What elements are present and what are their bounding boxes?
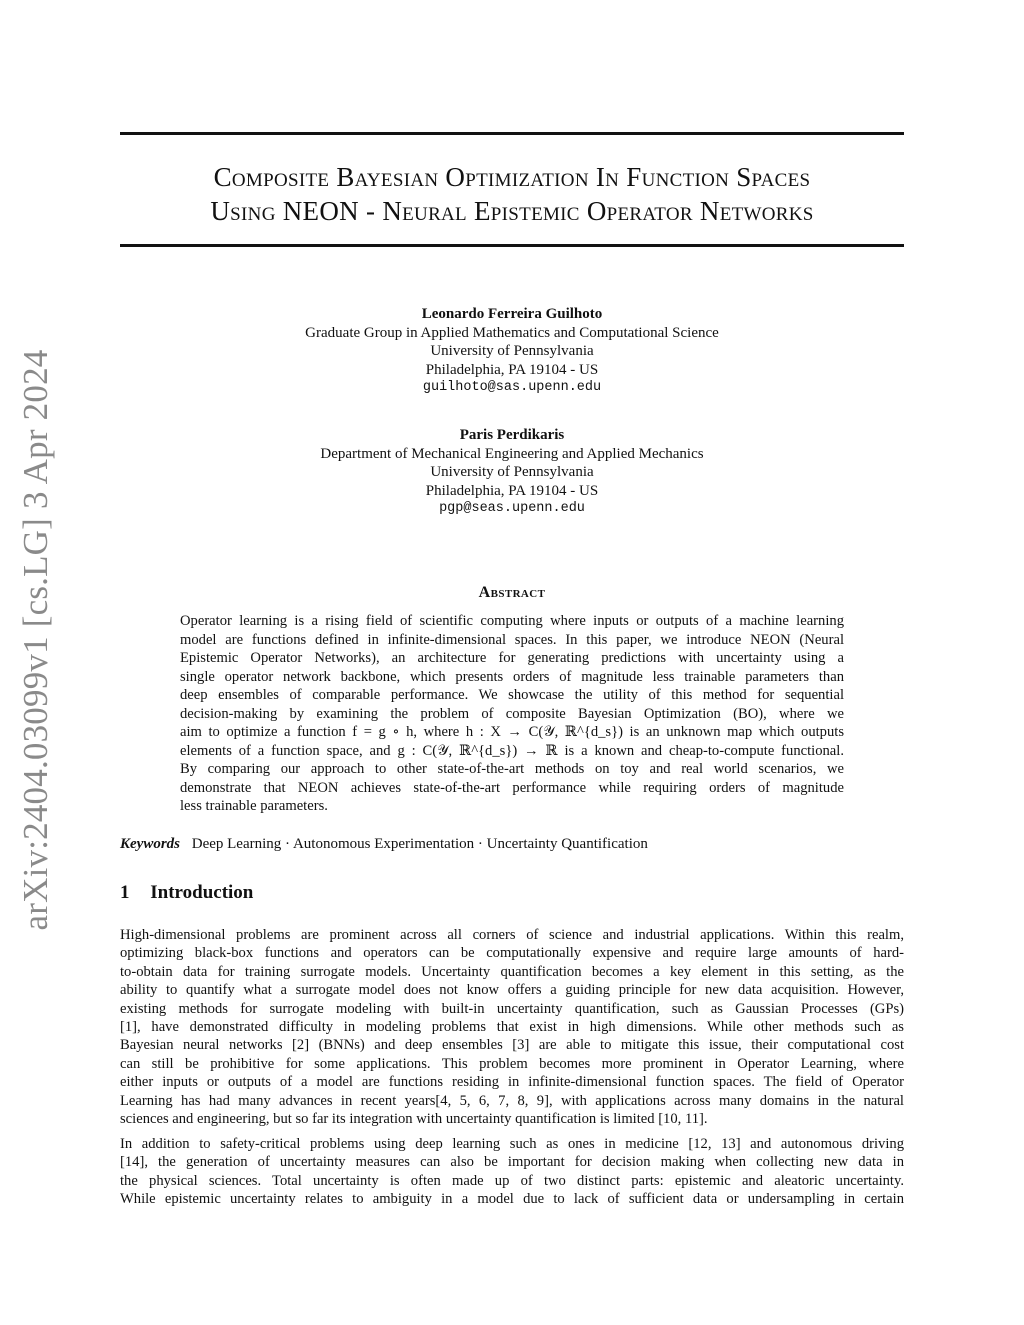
para-line: the physical sciences. Total uncertainty is often made up of two distinct parts: epistemic and aleatoric uncertainty. bbox=[120, 1172, 904, 1189]
abstract-line: decision-making by examining the problem of composite Bayesian Optimization (BO), where we bbox=[180, 705, 844, 722]
author-university: University of Pennsylvania bbox=[430, 464, 594, 480]
author-email[interactable]: pgp@seas.upenn.edu bbox=[439, 501, 585, 516]
para-line: ability to quantify what a surrogate model does not know offers a guiding principle for new data acquisition. However, bbox=[120, 982, 904, 999]
arxiv-side-stamp: arXiv:2404.03099v1 [cs.LG] 3 Apr 2024 bbox=[16, 349, 55, 931]
author-affiliation: Graduate Group in Applied Mathematics and Computational Science bbox=[305, 324, 719, 341]
intro-paragraph-2 bbox=[120, 1135, 904, 1209]
abstract-line: Operator learning is a rising field of scientific computing where inputs or outputs of a machine learning bbox=[180, 613, 844, 629]
abstract-line: model are functions defined in infinite-dimensional spaces. In this paper, we introduce NEON (Neural bbox=[180, 631, 844, 648]
abstract-body bbox=[180, 612, 844, 816]
abstract-heading: Abstract bbox=[478, 584, 546, 601]
title-rule-bottom bbox=[120, 244, 904, 247]
intro-paragraph-1 bbox=[120, 926, 904, 1128]
section-heading bbox=[120, 882, 253, 904]
abstract-line: less trainable parameters. bbox=[180, 798, 328, 814]
abstract-line: Epistemic Operator Networks), an architecture for generating predictions with uncertainty using a bbox=[180, 650, 844, 666]
author-university: University of Pennsylvania bbox=[430, 343, 594, 359]
author-name: Leonardo Ferreira Guilhoto bbox=[421, 306, 603, 322]
para-line: either inputs or outputs of a model are functions residing in infinite-dimensional function spaces. The field of Operator bbox=[120, 1074, 904, 1091]
para-line: In addition to safety-critical problems using deep learning such as ones in medicine [12, 13] and autonomous driving bbox=[120, 1136, 904, 1152]
section-title: Introduction bbox=[150, 882, 254, 903]
section-number: 1 bbox=[120, 882, 130, 903]
abstract-line: By comparing our approach to other state-of-the-art methods on toy and real world scenarios, we bbox=[180, 761, 844, 777]
para-line: Bayesian neural networks [2] (BNNs) and deep ensembles [3] are able to mitigate this issue, their computational cost bbox=[120, 1037, 904, 1054]
abstract-line: demonstrate that NEON achieves state-of-the-art performance while requiring orders of magnitude bbox=[180, 779, 844, 796]
para-line: Learning has had many advances in recent years[4, 5, 6, 7, 8, 9], with applications across many domains in the natural bbox=[120, 1092, 904, 1109]
abstract-line: single operator network backbone, which presents orders of magnitude less trainable parameters than bbox=[180, 668, 844, 685]
author-address: Philadelphia, PA 19104 - US bbox=[425, 361, 599, 378]
keywords-list: Deep Learning · Autonomous Experimentation · Uncertainty Quantification bbox=[191, 836, 648, 852]
abstract-line: elements of a function space, and g : C(𝒴, ℝ^{d_s}) → ℝ is a known and cheap-to-compute functional. bbox=[180, 742, 844, 759]
author-block-1 bbox=[0, 305, 1024, 398]
author-affiliation: Department of Mechanical Engineering and Applied Mechanics bbox=[320, 445, 704, 462]
author-name: Paris Perdikaris bbox=[459, 427, 565, 443]
para-line: High-dimensional problems are prominent across all corners of science and industrial applications. Within this realm, bbox=[120, 927, 904, 943]
para-line: optimizing black-box functions and operators can be computationally expensive and require large amounts of hard- bbox=[120, 945, 904, 962]
author-email[interactable]: guilhoto@sas.upenn.edu bbox=[422, 380, 602, 395]
paper-title bbox=[120, 160, 904, 228]
abstract-line: aim to optimize a function f = g ∘ h, where h : X → C(𝒴, ℝ^{d_s}) is an unknown map which outputs bbox=[180, 724, 844, 740]
para-line: [14], the generation of uncertainty measures can also be important for decision making when collecting new data in bbox=[120, 1154, 904, 1171]
para-line: sciences and engineering, but so far its integration with uncertainty quantification is limited [10, 11]. bbox=[120, 1111, 708, 1128]
keywords bbox=[120, 836, 648, 853]
title-line-2: Using NEON - Neural Epistemic Operator Networks bbox=[210, 196, 814, 226]
title-line-1: Composite Bayesian Optimization In Function Spaces bbox=[213, 162, 811, 192]
author-block-2 bbox=[0, 426, 1024, 519]
para-line: While epistemic uncertainty relates to ambiguity in a model due to lack of sufficient data or undersampling in certain bbox=[120, 1191, 904, 1208]
title-rule-top bbox=[120, 132, 904, 135]
abstract-line: deep ensembles of comparable performance. We showcase the utility of this method for sequential bbox=[180, 687, 844, 703]
author-address: Philadelphia, PA 19104 - US bbox=[425, 482, 599, 499]
para-line: can still be prohibitive for some applications. This problem becomes more prominent in Operator Learning, where bbox=[120, 1055, 904, 1072]
para-line: to-obtain data for training surrogate models. Uncertainty quantification becomes a key element in this setting, as the bbox=[120, 963, 904, 980]
keywords-label: Keywords bbox=[120, 836, 180, 852]
para-line: existing methods for surrogate modeling with built-in uncertainty quantification, such as Gaussian Processes (GPs) bbox=[120, 1000, 904, 1017]
para-line: [1], have demonstrated difficulty in modeling problems that exist in high dimensions. While other methods such as bbox=[120, 1019, 904, 1036]
